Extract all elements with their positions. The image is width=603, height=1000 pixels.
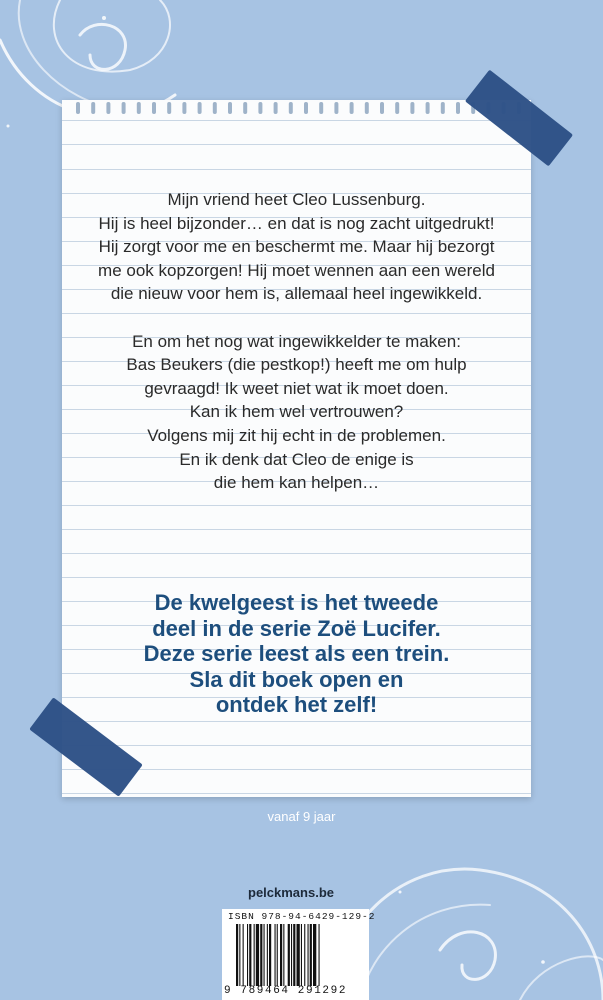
tagline-line: deel in de serie Zoë Lucifer.	[152, 615, 441, 641]
ring-hole	[106, 102, 110, 114]
ring-hole	[228, 102, 232, 114]
ring-hole	[441, 102, 445, 114]
ring-hole	[456, 102, 460, 114]
ring-hole	[152, 102, 156, 114]
tagline-line: ontdek het zelf!	[215, 692, 378, 717]
publisher-website: pelckmans.be	[248, 885, 334, 900]
story-line: Hij zorgt voor me en beschermt me. Maar hij bezorgt	[98, 237, 495, 257]
barcode-bar	[247, 924, 248, 986]
barcode-bar	[264, 924, 265, 986]
barcode-bar	[310, 924, 312, 986]
series-tagline	[72, 590, 521, 718]
barcode-bar	[291, 924, 292, 986]
barcode-bar	[308, 924, 309, 986]
barcode-bar	[260, 924, 262, 986]
ring-hole	[198, 102, 202, 114]
barcode-bar	[313, 924, 316, 986]
story-line: En ik denk dat Cleo de enige is	[179, 449, 414, 469]
ring-hole	[426, 102, 430, 114]
barcode-bar	[304, 924, 305, 986]
barcode-bar	[239, 924, 240, 986]
ring-hole	[319, 102, 323, 114]
barcode-bar	[288, 924, 290, 986]
isbn-label: ISBN 978-94-6429-129-2	[228, 911, 376, 922]
spiral-ring-holes	[62, 100, 531, 124]
barcode-bar	[293, 924, 295, 986]
story-line: Volgens mij zit hij echt in de problemen.	[147, 425, 446, 445]
ring-hole	[334, 102, 338, 114]
story-paragraph-1	[72, 188, 521, 306]
ring-hole	[274, 102, 278, 114]
story-paragraph-2	[72, 330, 521, 495]
ring-hole	[289, 102, 293, 114]
barcode-bar	[243, 924, 244, 986]
barcode-bars	[236, 924, 358, 986]
ring-hole	[76, 102, 80, 114]
story-line: Kan ik hem wel vertrouwen?	[189, 402, 404, 422]
ring-hole	[365, 102, 369, 114]
ring-hole	[258, 102, 262, 114]
isbn-barcode	[222, 909, 376, 1000]
age-recommendation: vanaf 9 jaar	[267, 809, 336, 824]
barcode-bar	[269, 924, 271, 986]
ring-hole	[167, 102, 171, 114]
barcode-bar	[280, 924, 282, 986]
story-text	[72, 188, 521, 495]
story-line: me ook kopzorgen! Hij moet wennen aan een wereld	[98, 260, 495, 280]
ring-hole	[213, 102, 217, 114]
story-line: die hem kan helpen…	[213, 473, 380, 493]
ring-hole	[395, 102, 399, 114]
ring-hole	[410, 102, 414, 114]
barcode-bar	[297, 924, 300, 986]
barcode-bar	[267, 924, 268, 986]
ring-hole	[304, 102, 308, 114]
barcode-bar	[319, 924, 320, 986]
barcode-bar	[256, 924, 259, 986]
story-line: Hij is heel bijzonder… en dat is nog zacht uitgedrukt!	[98, 213, 495, 233]
ring-hole	[182, 102, 186, 114]
ring-hole	[122, 102, 126, 114]
tagline-line: Deze serie leest als een trein.	[143, 641, 450, 666]
barcode-digits: 9 789464 291292	[224, 985, 348, 997]
barcode-bar	[275, 924, 276, 986]
story-line: die nieuw voor hem is, allemaal heel ingewikkeld.	[110, 284, 483, 304]
tagline-line: Sla dit boek open en	[189, 666, 404, 692]
story-line: Bas Beukers (die pestkop!) heeft me om hulp	[126, 355, 467, 375]
ring-hole	[243, 102, 247, 114]
barcode-bar	[277, 924, 278, 986]
barcode-bar	[249, 924, 251, 986]
barcode-bar	[301, 924, 302, 986]
ring-hole	[380, 102, 384, 114]
story-line: Mijn vriend heet Cleo Lussenburg.	[167, 190, 426, 209]
notebook-page	[62, 100, 531, 797]
barcode-bar	[283, 924, 284, 986]
tagline-line: De kwelgeest is het tweede	[154, 590, 439, 615]
barcode-bar	[254, 924, 255, 986]
ring-hole	[91, 102, 95, 114]
barcode-bar	[236, 924, 238, 986]
story-line: gevraagd! Ik weet niet wat ik moet doen.	[144, 378, 449, 398]
ring-hole	[350, 102, 354, 114]
story-line: En om het nog wat ingewikkelder te maken:	[132, 331, 461, 351]
ring-hole	[137, 102, 141, 114]
